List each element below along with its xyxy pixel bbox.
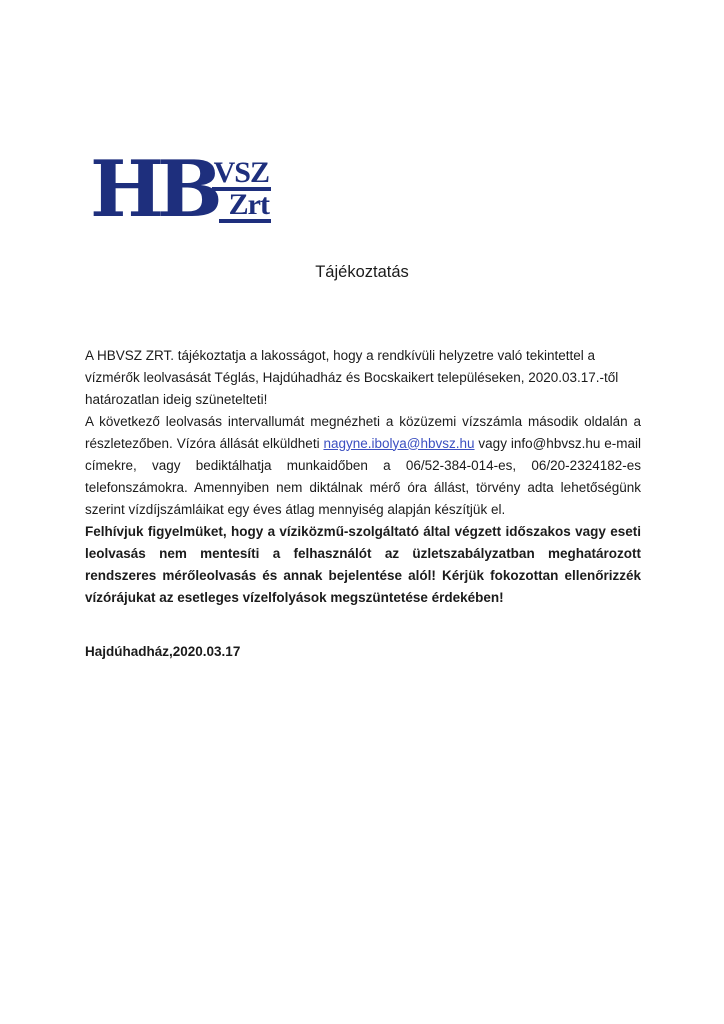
date-line: Hajdúhadház,2020.03.17 [85, 643, 241, 659]
paragraph-details-text-before: A következő leolvasás intervallumát megnézheti a közüzemi vízszámla második oldalán a részletezőben. Vízóra állását elküldheti [85, 413, 641, 451]
logo-zrt-text: Zrt [219, 191, 271, 223]
paragraph-warning: Felhívjuk figyelmüket, hogy a víziközmű-szolgáltató által végzett időszakos vagy eseti leolvasás nem mentesíti a felhasználót az üzletszabályzatban meghatározott rendszeres mérőleolvasás és annak bejelentése alól! Kérjük fokozottan ellenőrizzék vízórájukat az esetleges vízelfolyások megszüntetése érdekében! [85, 523, 641, 605]
document-title: Tájékoztatás [315, 263, 409, 281]
company-logo [90, 144, 271, 235]
paragraph-intro: A HBVSZ ZRT. tájékoztatja a lakosságot, hogy a rendkívüli helyzetre való tekintettel a vízmérők leolvasását Téglás, Hajdúhadház és Bocskaikert településeken, 2020.03.17.-től határozatlan ideig szünetelteti! [85, 347, 619, 407]
logo-vsz-text: VSZ [213, 156, 269, 189]
email-link[interactable]: nagyne.ibolya@hbvsz.hu [323, 435, 475, 451]
paragraph-details [85, 411, 641, 521]
paragraph-details-text-after: vagy info@hbvsz.hu e-mail címekre, vagy bediktálhatja munkaidőben a 06/52-384-014-es, 06/20-2324182-es telefonszámokra. Amennyiben nem diktálnak mérő óra állást, törvény adta lehetőségünk szerint vízdíjszámláikat egy éves átlag mennyiség alapján készítjük el. [85, 435, 641, 517]
logo-hb-text: HB [90, 144, 216, 235]
logo-right-column [212, 156, 271, 223]
